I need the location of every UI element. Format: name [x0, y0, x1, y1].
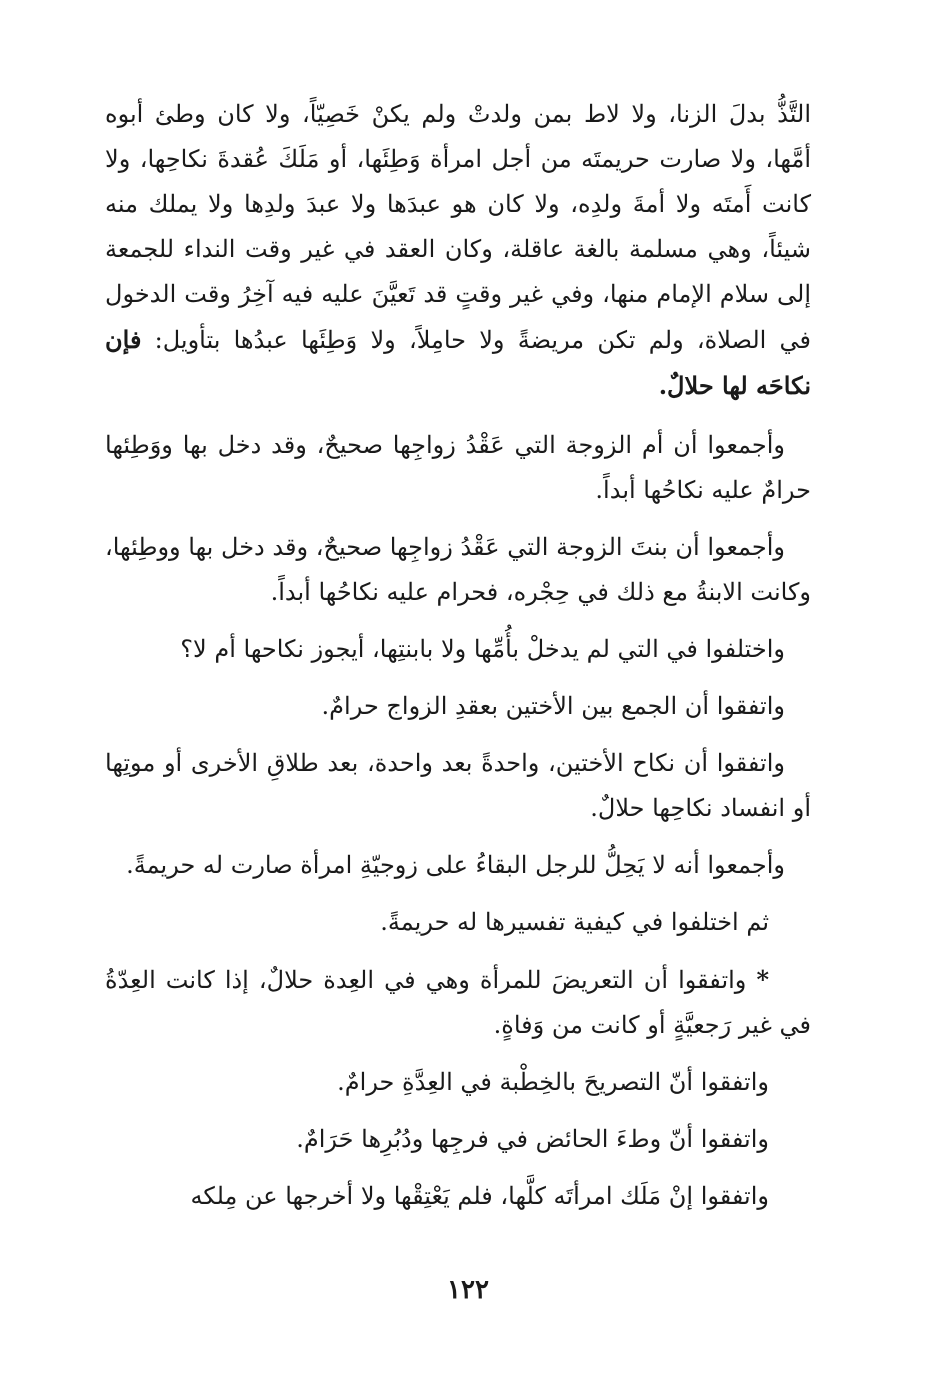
paragraph-2: وأجمعوا أن أم الزوجة التي عَقْدُ زواجِها صحيحٌ، وقد دخل بها ووَطِئها حرامٌ عليه نكاحُها أبداً.: [105, 431, 811, 504]
asterisk-mark: *: [756, 965, 769, 994]
paragraph-6: واتفقوا أن نكاح الأختين، واحدةً بعد واحدة، بعد طلاقِ الأخرى أو موتِها أو انفساد نكاحِها حلالٌ.: [105, 749, 811, 822]
paragraph-8: ثم اختلفوا في كيفية تفسيرها له حريمةً.: [380, 908, 769, 936]
page-body: [105, 92, 811, 1231]
paragraph-1: [105, 92, 811, 409]
paragraph-11: واتفقوا أنّ وطءَ الحائض في فرجِها ودُبُرِها حَرَامٌ.: [296, 1125, 769, 1153]
paragraph-7: وأجمعوا أنه لا يَحِلُّ للرجل البقاءُ على زوجيّةِ امرأة صارت له حريمةً.: [126, 851, 785, 879]
paragraph-10: واتفقوا أنّ التصريحَ بالخِطْبة في العِدَّةِ حرامٌ.: [337, 1068, 769, 1096]
paragraph-1-text: التَّذُّ بدلَ الزنا، ولا لاط بمن ولدتْ ولم يكنْ خَصِيّاً، ولا كان وطئ أبوه أمَّها، ولا صارت حريمتَه من أجل امرأة وَطِئَها، أو مَلَكَ عُقدةَ نكاحِها، ولا كانت أَمتَه ولا أمةَ ولدِه، ولا كان هو عبدَها ولا عبدَ ولدِها ولا يملك منه شيئاً، وهي مسلمة بالغة عاقلة، وكان العقد في غير وقت النداء للجمعة إلى سلام الإمام منها، وفي غير وقتٍ قد تَعيَّنَ عليه فيه آخِرُ وقت الدخول في الصلاة، ولم تكن مريضةً ولا حامِلاً، ولا وَطِئَها عبدُها بتأويل:: [105, 100, 812, 354]
paragraph-3: وأجمعوا أن بنتَ الزوجة التي عَقْدُ زواجِها صحيحٌ، وقد دخل بها ووطِئها، وكانت الابنةُ مع ذلك في حِجْره، فحرام عليه نكاحُها أبداً.: [105, 533, 811, 606]
paragraph-1-conclusion: فإن نكاحَه لها حلالٌ.: [105, 325, 811, 400]
paragraph-9-text: واتفقوا أن التعريضَ للمرأة وهي في العِدة حلالٌ، إذا كانت العِدّةُ في غير رَجعيَّةٍ أو كانت من وَفاةٍ.: [105, 966, 811, 1039]
paragraph-9: [105, 957, 811, 1048]
paragraph-5: واتفقوا أن الجمع بين الأختين بعقدِ الزواج حرامٌ.: [321, 692, 785, 720]
page-number: ١٢٢: [447, 1275, 489, 1305]
paragraph-12: واتفقوا إنْ مَلَك امرأتَه كلَّها، فلم يَعْتِقْها ولا أخرجها عن مِلكه: [190, 1182, 769, 1210]
paragraph-4: واختلفوا في التي لم يدخلْ بأُمِّها ولا بابنتِها، أيجوز نكاحها أم لا؟: [180, 635, 785, 663]
